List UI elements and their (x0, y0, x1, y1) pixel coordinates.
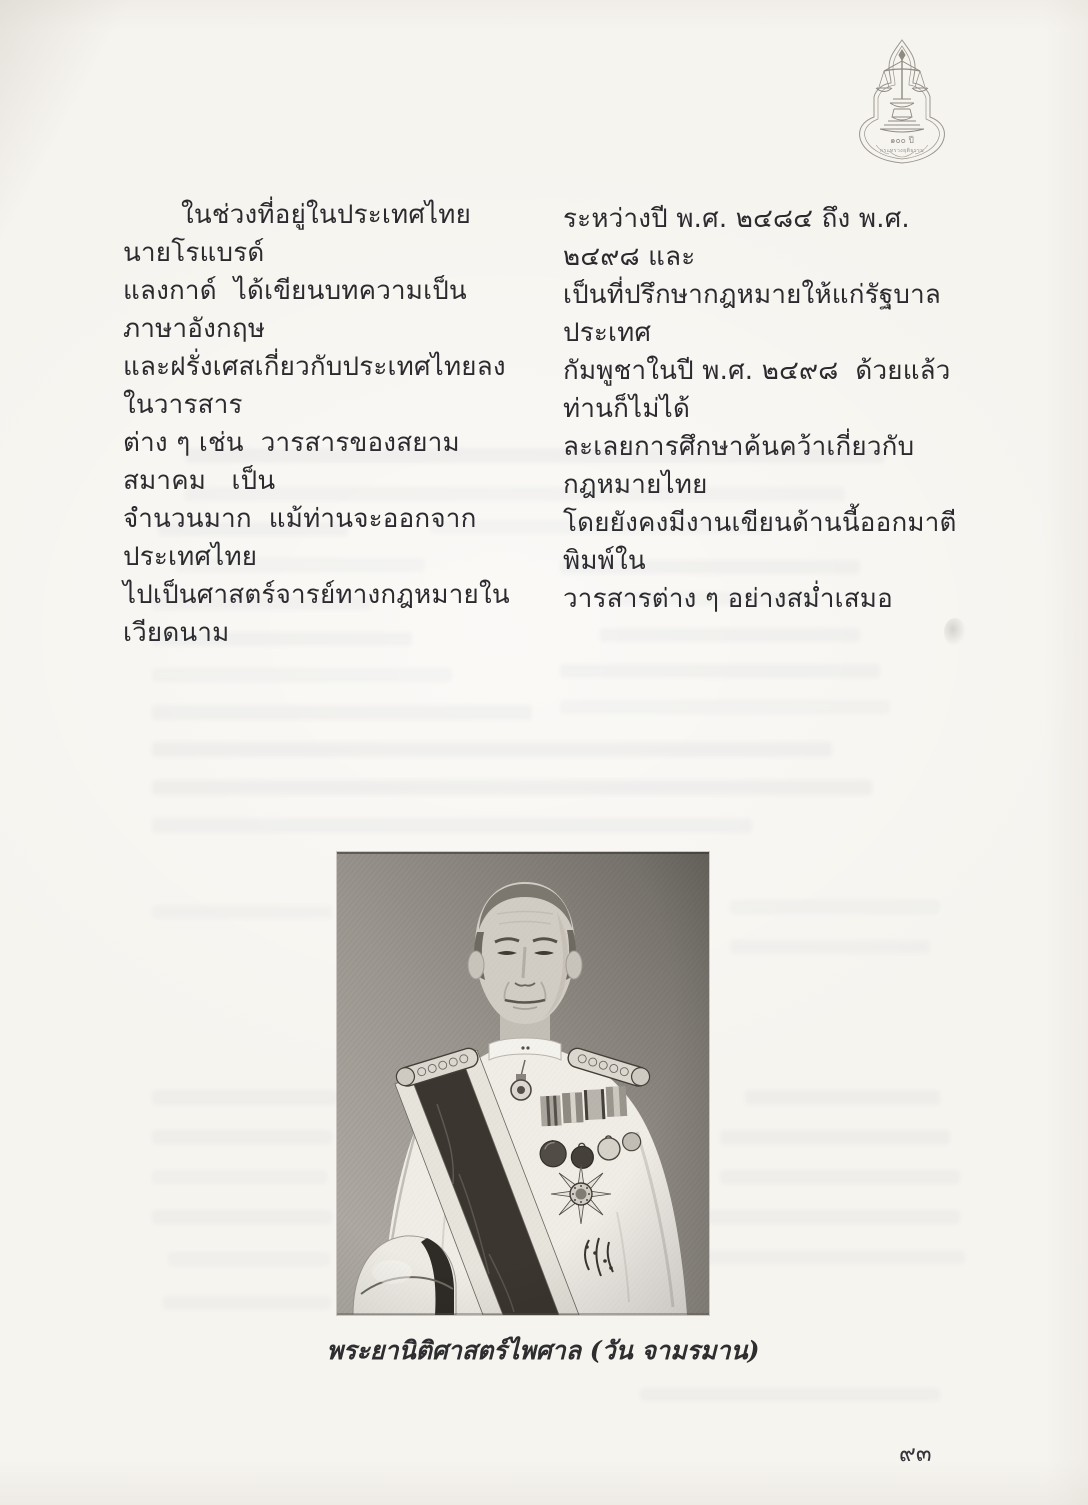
paper-dimple (944, 618, 966, 646)
bleedthrough-mark (152, 1130, 332, 1144)
bleedthrough-mark (152, 632, 412, 646)
text-line: แลงกาด์ ได้เขียนบทความเป็นภาษาอังกฤษ (123, 276, 467, 344)
pedestal-icon (880, 99, 924, 132)
bleedthrough-mark (163, 1296, 331, 1310)
text-line: วารสารต่าง ๆ อย่างสม่ำเสมอ (563, 584, 893, 614)
bleedthrough-mark (168, 1252, 330, 1266)
bleedthrough-mark (600, 628, 860, 642)
text-line: ไปเป็นศาสตร์จารย์ทางกฎหมายในเวียดนาม (123, 580, 510, 648)
text-line: ระหว่างปี พ.ศ. ๒๔๘๔ ถึง พ.ศ. ๒๔๙๘ และ (563, 204, 919, 272)
bleedthrough-mark (152, 818, 752, 833)
bleedthrough-mark (700, 1210, 960, 1224)
bleedthrough-mark (152, 668, 452, 682)
page-number: ๙๓ (899, 1441, 932, 1467)
bleedthrough-mark (152, 596, 372, 610)
text-line: จำนวนมาก แม้ท่านจะออกจากประเทศไทย (123, 504, 477, 572)
text-line: ละเลยการศึกษาค้นคว้าเกี่ยวกับกฎหมายไทย (563, 432, 915, 500)
emblem-ministry-label: กระทรวงยุติธรรม (879, 148, 925, 154)
bleedthrough-mark (560, 664, 880, 678)
bleedthrough-mark (152, 1090, 337, 1105)
portrait-photograph (337, 852, 709, 1315)
text-line: และฝรั่งเศสเกี่ยวกับประเทศไทยลงในวารสาร (123, 352, 506, 420)
bleedthrough-mark (730, 940, 930, 954)
bleedthrough-mark (185, 448, 885, 463)
bleedthrough-mark (158, 522, 348, 536)
body-text-left-column (123, 196, 523, 652)
text-line: โดยยังคงมีงานเขียนด้านนี้ออกมาตีพิมพ์ใน (563, 508, 957, 576)
ministry-of-justice-centennial-seal (846, 36, 958, 168)
bleedthrough-mark (560, 560, 860, 574)
bleedthrough-mark (720, 1130, 950, 1145)
bleedthrough-mark (152, 905, 332, 919)
bleedthrough-mark (152, 1210, 332, 1224)
bleedthrough-mark (430, 520, 770, 534)
text-line: ต่าง ๆ เช่น วารสารของสยามสมาคม เป็น (123, 428, 460, 496)
bleedthrough-mark (560, 700, 890, 714)
bleedthrough-mark (175, 558, 425, 572)
bleedthrough-mark (152, 705, 532, 720)
bleedthrough-mark (152, 742, 832, 757)
emblem-years-label: ๑๐๐ ปี (890, 136, 914, 146)
bleedthrough-mark (152, 1170, 327, 1184)
photo-caption: พระยานิติศาสตร์ไพศาล (วัน จามรมาน) (326, 1336, 760, 1365)
bleedthrough-mark (152, 780, 872, 795)
bleedthrough-mark (185, 487, 845, 501)
photo-texture-overlay (337, 852, 709, 1315)
bleedthrough-mark (610, 592, 820, 605)
text-line: กัมพูชาในปี พ.ศ. ๒๔๙๘ ด้วยแล้ว ท่านก็ไม่ได้ (563, 356, 968, 424)
scales-of-justice-icon (876, 50, 928, 99)
bleedthrough-mark (690, 1250, 965, 1264)
text-line: เป็นที่ปรึกษากฎหมายให้แก่รัฐบาลประเทศ (563, 280, 942, 348)
text-line: ในช่วงที่อยู่ในประเทศไทย นายโรแบรด์ (123, 200, 497, 268)
bleedthrough-mark (730, 900, 940, 914)
bleedthrough-mark (640, 1388, 940, 1401)
body-text-right-column (563, 200, 968, 618)
bleedthrough-mark (745, 1090, 940, 1105)
bleedthrough-mark (720, 1170, 960, 1184)
